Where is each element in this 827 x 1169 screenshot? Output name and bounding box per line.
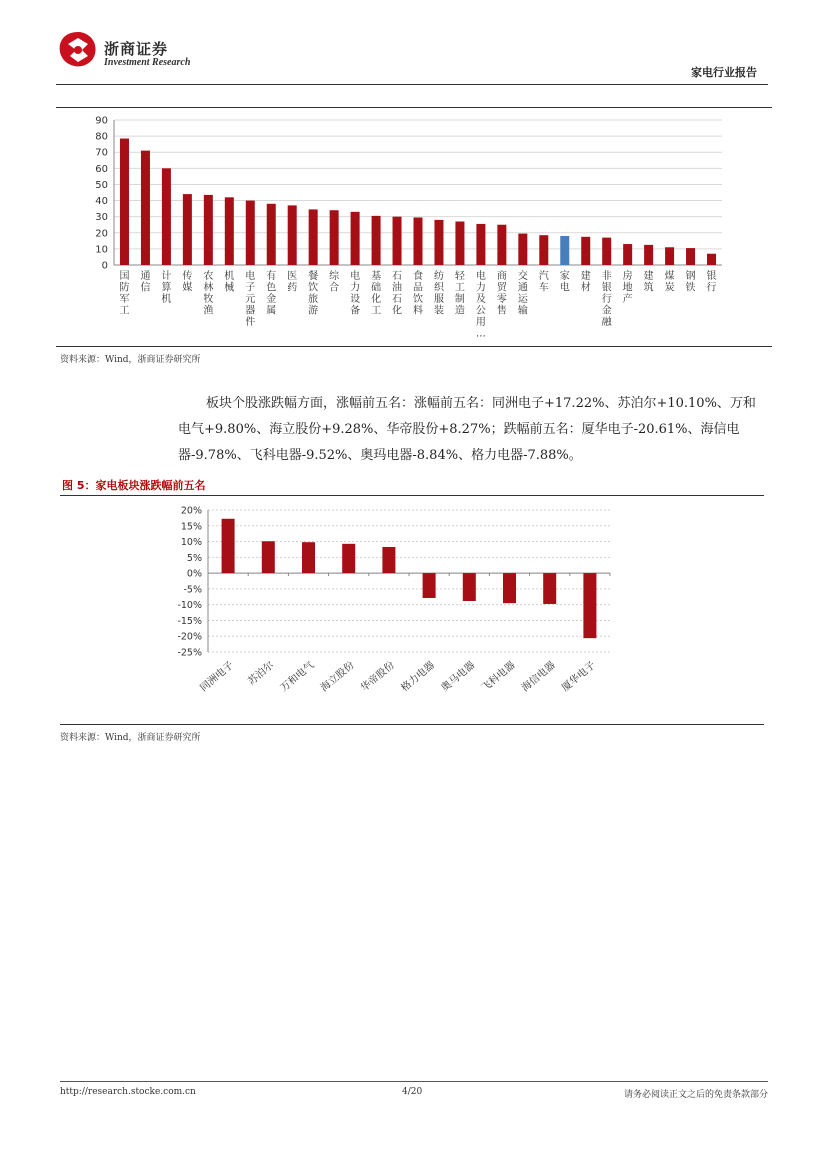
y-tick-label: 40 <box>95 196 108 208</box>
bar <box>434 220 443 265</box>
x-tick-label: 综合 <box>329 271 340 294</box>
x-tick-label: 电力设备 <box>350 271 361 317</box>
page-number: 4/20 <box>402 1087 423 1097</box>
y-tick-label: 60 <box>95 163 108 175</box>
y-tick-label: 0% <box>186 568 202 580</box>
bar <box>302 542 315 573</box>
x-tick-label: 基础化工 <box>371 271 382 317</box>
x-tick-label: 建筑 <box>643 271 654 294</box>
y-tick-label: 0 <box>101 260 108 272</box>
x-tick-label: 非银行金融 <box>601 271 612 328</box>
x-tick-label: 传媒 <box>182 271 193 294</box>
figure5-source: 资料来源：Wind，浙商证券研究所 <box>60 733 201 743</box>
x-tick-label: 海立股份 <box>318 659 357 695</box>
bar <box>393 217 402 265</box>
bar <box>120 139 129 265</box>
paragraph-text: 板块个股涨跌幅方面，涨幅前五名：涨幅前五名：同洲电子+17.22%、苏泊尔+10.10%、万和电气+9.80%、海立股份+9.28%、华帝股份+8.27%；跌幅前五名：厦华电子-20.61%、海信电器-9.78%、飞科电器-9.52%、奥玛电器-8.84%、格力电器-7.88%。 <box>178 396 756 463</box>
x-tick-label: 格力电器 <box>399 659 438 695</box>
y-tick-label: -25% <box>177 647 202 659</box>
y-tick-label: 20 <box>95 228 108 240</box>
x-tick-label: 房地产 <box>622 271 633 305</box>
bar <box>183 194 192 265</box>
industry-returns-chart <box>0 108 827 348</box>
bar <box>225 197 234 265</box>
y-tick-label: 30 <box>95 212 108 224</box>
x-tick-label: 煤炭 <box>664 271 675 294</box>
x-tick-label: 汽车 <box>538 271 549 294</box>
x-tick-label: 电子元器件 <box>245 271 256 328</box>
bar <box>288 205 297 265</box>
bar <box>414 217 423 265</box>
bar <box>583 573 596 638</box>
x-tick-label: 家电 <box>559 271 570 294</box>
bar <box>503 573 516 603</box>
appliance-top5-chart <box>0 500 827 725</box>
figure5-top-rule <box>60 495 764 496</box>
bar <box>267 204 276 265</box>
bar <box>707 254 716 265</box>
body-paragraph <box>178 391 758 469</box>
x-tick-label: 有色金属 <box>266 271 277 317</box>
bar <box>644 245 653 265</box>
x-tick-label: 计算机 <box>161 271 172 305</box>
bar <box>246 201 255 265</box>
x-tick-label: 华帝股份 <box>359 659 397 695</box>
x-tick-label: 万和电气 <box>278 659 317 695</box>
chart1-bottom-rule <box>56 346 772 347</box>
bar <box>222 519 235 573</box>
x-tick-label: 电力及公用… <box>475 271 486 340</box>
y-tick-label: -20% <box>177 631 202 643</box>
y-tick-label: 10 <box>95 244 108 256</box>
bar <box>665 247 674 265</box>
x-tick-label: 飞科电器 <box>479 659 518 695</box>
bar <box>330 210 339 265</box>
bar <box>455 222 464 266</box>
footer-rule <box>60 1081 768 1082</box>
figure5-bottom-rule <box>60 724 764 725</box>
bar <box>351 212 360 265</box>
y-tick-label: 5% <box>186 552 202 564</box>
bar <box>539 235 548 265</box>
chart1-source: 资料来源：Wind，浙商证券研究所 <box>60 355 201 365</box>
x-tick-label: 厦华电子 <box>560 659 598 695</box>
bar <box>560 236 569 265</box>
x-tick-label: 同洲电子 <box>198 659 237 695</box>
y-tick-label: 20% <box>180 505 202 517</box>
bar <box>342 544 355 573</box>
bar <box>162 168 171 265</box>
bar <box>372 216 381 265</box>
x-tick-label: 国防军工 <box>119 271 130 317</box>
bar <box>382 547 395 573</box>
x-tick-label: 交通运输 <box>517 271 528 317</box>
logo-text-en: Investment Research <box>104 57 191 68</box>
x-tick-label: 通信 <box>140 271 151 294</box>
y-tick-label: 90 <box>95 115 108 127</box>
y-tick-label: -10% <box>177 600 202 612</box>
footer-disclaimer: 请务必阅读正文之后的免责条款部分 <box>623 1090 768 1100</box>
x-tick-label: 农林牧渔 <box>203 271 214 317</box>
figure5-title: 图 5：家电板块涨跌幅前五名 <box>62 479 206 492</box>
company-logo-icon <box>56 30 100 70</box>
bar <box>309 209 318 265</box>
x-tick-label: 钢铁 <box>685 271 696 294</box>
x-tick-label: 海信电器 <box>519 659 558 695</box>
x-tick-label: 轻工制造 <box>454 271 465 317</box>
footer-url: http://research.stocke.com.cn <box>60 1087 196 1097</box>
bar <box>141 151 150 265</box>
y-tick-label: 80 <box>95 131 108 143</box>
logo-text-cn: 浙商证券 <box>104 40 169 58</box>
y-tick-label: 70 <box>95 147 108 159</box>
x-tick-label: 餐饮旅游 <box>308 271 319 317</box>
bar <box>581 237 590 265</box>
bar <box>543 573 556 604</box>
header-rule <box>56 84 768 85</box>
bar <box>262 541 275 573</box>
bar <box>204 195 213 265</box>
bar <box>423 573 436 598</box>
y-tick-label: 15% <box>180 521 202 533</box>
bar <box>518 234 527 265</box>
x-tick-label: 苏泊尔 <box>246 659 277 688</box>
x-tick-label: 纺织服装 <box>433 271 444 317</box>
bar <box>623 244 632 265</box>
x-tick-label: 机械 <box>224 271 235 294</box>
report-title: 家电行业报告 <box>691 66 757 79</box>
x-tick-label: 商贸零售 <box>496 271 507 317</box>
bar <box>476 224 485 265</box>
x-tick-label: 奥马电器 <box>439 659 478 695</box>
bar <box>463 573 476 601</box>
y-tick-label: 50 <box>95 179 108 191</box>
x-tick-label: 银行 <box>706 271 717 294</box>
x-tick-label: 建材 <box>580 271 591 294</box>
bar <box>686 248 695 265</box>
bar <box>497 225 506 265</box>
y-tick-label: 10% <box>180 537 202 549</box>
y-tick-label: -15% <box>177 615 202 627</box>
x-tick-label: 食品饮料 <box>413 271 423 317</box>
x-tick-label: 石油石化 <box>392 271 403 317</box>
x-tick-label: 医药 <box>287 271 298 294</box>
y-tick-label: -5% <box>183 584 202 596</box>
bar <box>602 238 611 265</box>
